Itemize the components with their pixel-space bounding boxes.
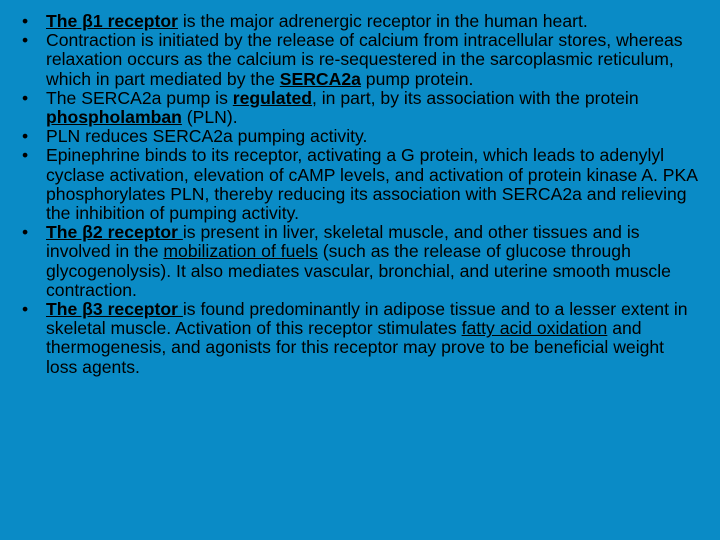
bullet-text: is found predominantly in adipose tissue and to a lesser extent in skeletal muscle. Activation of this receptor stimulates: [46, 299, 688, 339]
bullet-item: [22, 12, 700, 31]
bullet-text: pump protein.: [360, 68, 474, 89]
regulated-term: regulated: [232, 87, 312, 108]
fatty-acid-oxidation-term: fatty acid oxidation: [461, 318, 608, 339]
bullet-text: and thermogenesis, and agonists for this receptor may prove to be beneficial weight loss agents.: [46, 318, 665, 377]
beta2-receptor-term: The β2 receptor: [46, 222, 183, 243]
bullet-text: (such as the release of glucose through glycogenolysis). It also mediates vascular, bronchial, and uterine smooth muscle contraction.: [46, 241, 671, 300]
phospholamban-term: phospholamban: [46, 107, 182, 128]
bullet-text: The SERCA2a pump is: [46, 87, 233, 108]
bullet-text: , in part, by its association with the protein: [311, 87, 639, 108]
bullet-item: [22, 300, 700, 377]
bullet-text: PLN reduces SERCA2a pumping activity.: [46, 126, 368, 147]
bullet-item: [22, 146, 700, 223]
bullet-text: is present in liver, skeletal muscle, and other tissues and is involved in the: [46, 222, 640, 262]
bullet-item: [22, 89, 700, 127]
bullet-list: [22, 12, 700, 377]
bullet-text: Epinephrine binds to its receptor, activating a G protein, which leads to adenylyl cyclase activation, elevation of cAMP levels, and activation of protein kinase A. PKA phosphorylates PLN, thereby reducing its association with SERCA2a and relieving the inhibition of pumping activity.: [46, 145, 698, 224]
serca2a-term: SERCA2a: [279, 68, 361, 89]
beta3-receptor-term: The β3 receptor: [46, 299, 183, 320]
bullet-item: [22, 223, 700, 300]
bullet-text: is the major adrenergic receptor in the human heart.: [177, 11, 588, 31]
bullet-item: [22, 31, 700, 89]
bullet-text: Contraction is initiated by the release of calcium from intracellular stores, whereas relaxation occurs as the calcium is re-sequestered in the sarcoplasmic reticulum, which in part mediated by the: [46, 30, 683, 89]
beta1-receptor-term: The β1 receptor: [46, 11, 178, 31]
bullet-text: (PLN).: [181, 107, 238, 128]
bullet-item: [22, 127, 700, 146]
mobilization-of-fuels-term: mobilization of fuels: [163, 241, 318, 262]
